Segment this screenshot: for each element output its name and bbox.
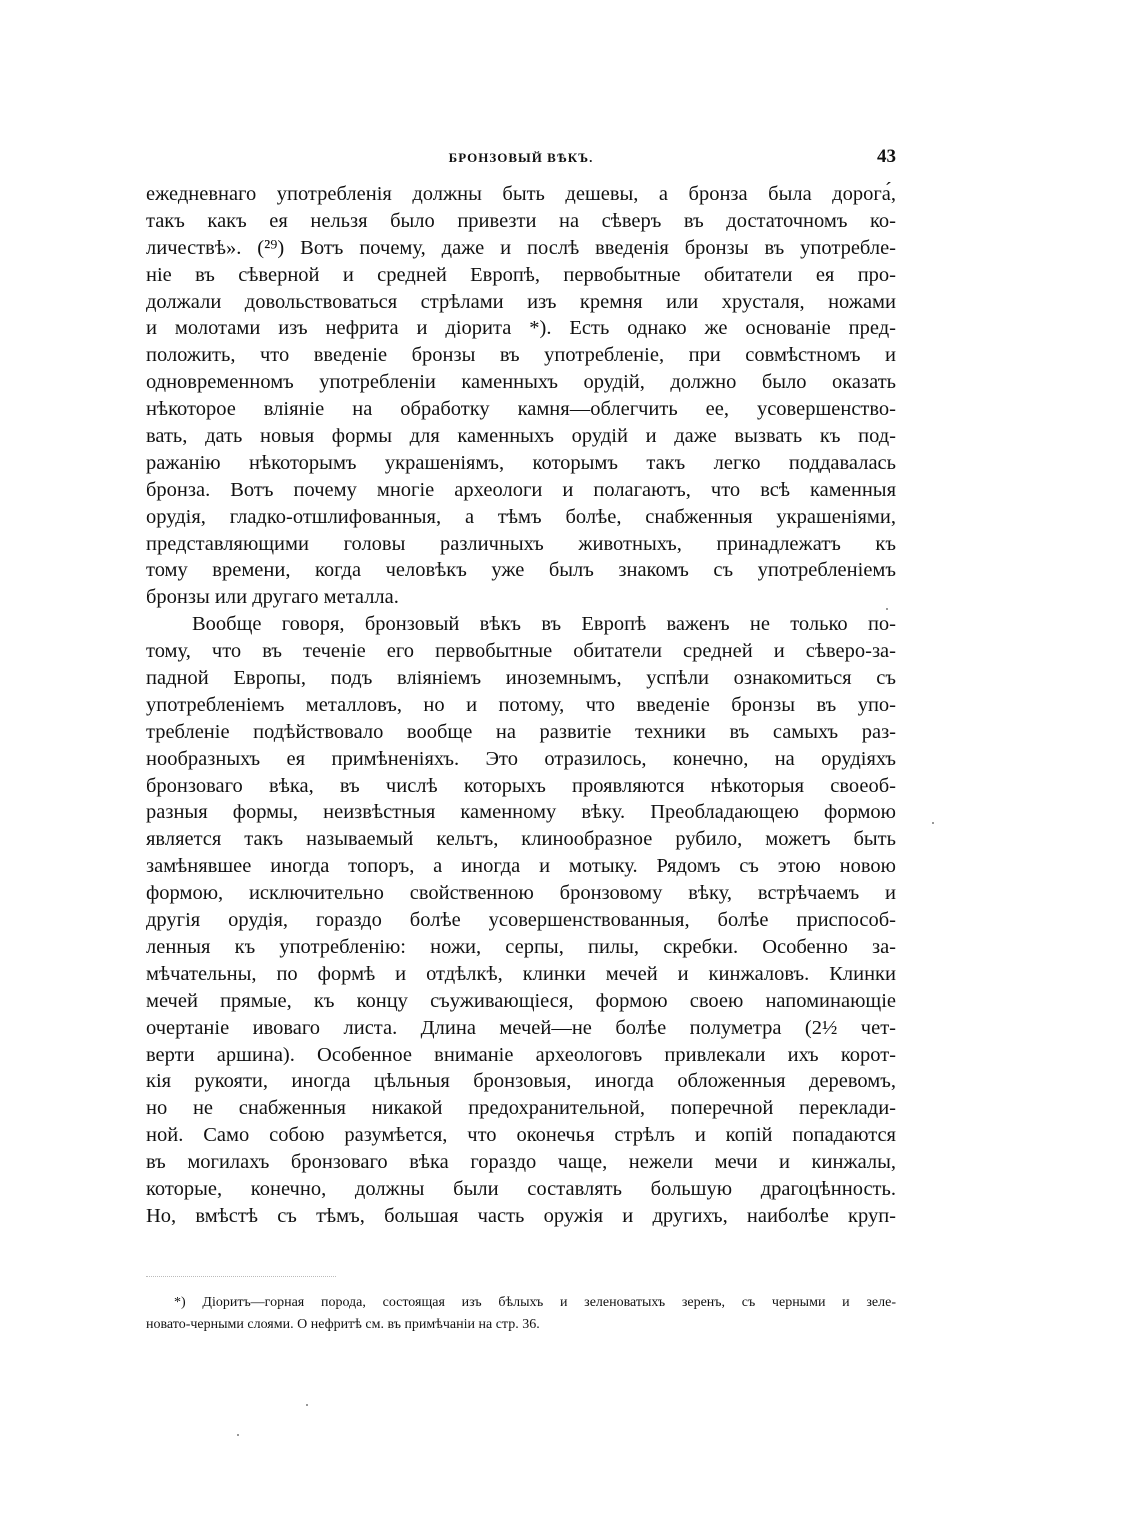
scan-speck — [886, 608, 888, 610]
text-line: и молотами изъ нефрита и діорита *). Есть однако же основаніе пред- — [146, 317, 896, 340]
text-line: является такъ называемый кельтъ, клинообразное рубило, можетъ быть — [146, 828, 896, 851]
page-number: 43 — [877, 146, 896, 167]
text-line: разныя формы, неизвѣстныя каменному вѣку. Преобладающею формою — [146, 801, 896, 824]
text-line: вать, дать новыя формы для каменныхъ орудій и даже вызвать къ под- — [146, 425, 896, 448]
text-line: ражанію нѣкоторымъ украшеніямъ, которымъ такъ легко поддавалась — [146, 451, 896, 474]
running-head — [146, 146, 896, 174]
text-line: формою, исключительно свойственною бронзовому вѣку, встрѣчаемъ и — [146, 882, 896, 905]
text-line: ной. Само собою разумѣется, что оконечья стрѣлъ и копій попадаются — [146, 1124, 896, 1147]
text-line: Но, вмѣстѣ съ тѣмъ, большая часть оружія и другихъ, наиболѣе круп- — [146, 1204, 896, 1227]
text-line: одновременномъ употребленіи каменныхъ орудій, должно было оказать — [146, 371, 896, 394]
running-title: БРОНЗОВЫЙ ВѢКЪ. — [448, 150, 594, 165]
text-line: мечей прямые, къ концу съуживающіеся, формою своею напоминающіе — [146, 989, 896, 1012]
scan-speck — [237, 1434, 239, 1436]
text-line: очертаніе ивоваго листа. Длина мечей—не болѣе полуметра (2½ чет- — [146, 1016, 896, 1039]
text-line: ежедневнаго употребленія должны быть дешевы, а бронза была дорога́, — [146, 183, 896, 205]
footnote-line: *) Діоритъ—горная порода, состоящая изъ бѣлыхъ и зеленоватыхъ зеренъ, съ черными и зеле- — [174, 1295, 896, 1310]
text-line: нообразныхъ ея примѣненіяхъ. Это отразилось, конечно, на орудіяхъ — [146, 747, 896, 770]
text-line: ніе въ сѣверной и средней Европѣ, первобытные обитатели ея про- — [146, 263, 896, 286]
text-line: орудія, гладко-отшлифованныя, а тѣмъ болѣе, снабженныя украшеніями, — [146, 505, 896, 528]
body-text — [146, 181, 896, 1230]
text-line: верти аршина). Особенное вниманіе археологовъ привлекали ихъ корот- — [146, 1043, 896, 1066]
text-line: мѣчательны, по формѣ и отдѣлкѣ, клинки мечей и кинжаловъ. Клинки — [146, 962, 896, 985]
text-line: въ могилахъ бронзоваго вѣка гораздо чаще, нежели мечи и кинжалы, — [146, 1151, 896, 1174]
footnote-separator — [146, 1276, 336, 1277]
text-line: нѣкоторое вліяніе на обработку камня—облегчить ее, усовершенство- — [146, 398, 896, 421]
text-line: личествѣ». (²⁹) Вотъ почему, даже и послѣ введенія бронзы въ употребле- — [146, 236, 896, 259]
text-line: бронзоваго вѣка, въ числѣ которыхъ проявляются нѣкоторыя своеоб- — [146, 774, 896, 797]
text-line: положить, что введеніе бронзы въ употребленіе, при совмѣстномъ и — [146, 344, 896, 367]
text-line: бронза. Вотъ почему многіе археологи и полагаютъ, что всѣ каменныя — [146, 478, 896, 501]
text-line: бронзы или другаго металла. — [146, 586, 399, 609]
text-line: падной Европы, подъ вліяніемъ иноземнымъ, успѣли ознакомиться съ — [146, 667, 896, 690]
scan-speck — [306, 1404, 308, 1406]
footnotes — [146, 1292, 896, 1336]
text-line: требленіе подѣйствовало вообще на развитіе техники въ самыхъ раз- — [146, 720, 896, 743]
footnote-line: новато-черными слоями. О нефритѣ см. въ примѣчаніи на стр. 36. — [146, 1317, 540, 1332]
text-line: употребленіемъ металловъ, но и потому, что введеніе бронзы въ упо- — [146, 693, 896, 716]
text-line: тому времени, когда человѣкъ уже былъ знакомъ съ употребленіемъ — [146, 559, 896, 582]
scan-speck — [932, 822, 934, 824]
text-line: Вообще говоря, бронзовый вѣкъ въ Европѣ важенъ не только по- — [192, 613, 896, 636]
text-line: но не снабженныя никакой предохранительной, поперечной переклади- — [146, 1097, 896, 1120]
text-line: кія рукояти, иногда цѣльныя бронзовыя, иногда обложенныя деревомъ, — [146, 1070, 896, 1093]
text-line: должали довольствоваться стрѣлами изъ кремня или хрусталя, ножами — [146, 290, 896, 313]
text-line: замѣнявшее иногда топоръ, а иногда и мотыку. Рядомъ съ этою новою — [146, 855, 896, 878]
text-line: другія орудія, гораздо болѣе усовершенствованныя, болѣе приспособ- — [146, 909, 896, 932]
text-line: тому, что въ теченіе его первобытные обитатели средней и сѣверо-за- — [146, 640, 896, 663]
text-line: которые, конечно, должны были составлять большую драгоцѣнность. — [146, 1177, 896, 1200]
text-line: представляющими головы различныхъ животныхъ, принадлежатъ къ — [146, 532, 896, 555]
text-line: ленныя къ употребленію: ножи, серпы, пилы, скребки. Особенно за- — [146, 935, 896, 958]
text-line: такъ какъ ея нельзя было привезти на сѣверъ въ достаточномъ ко- — [146, 209, 896, 232]
